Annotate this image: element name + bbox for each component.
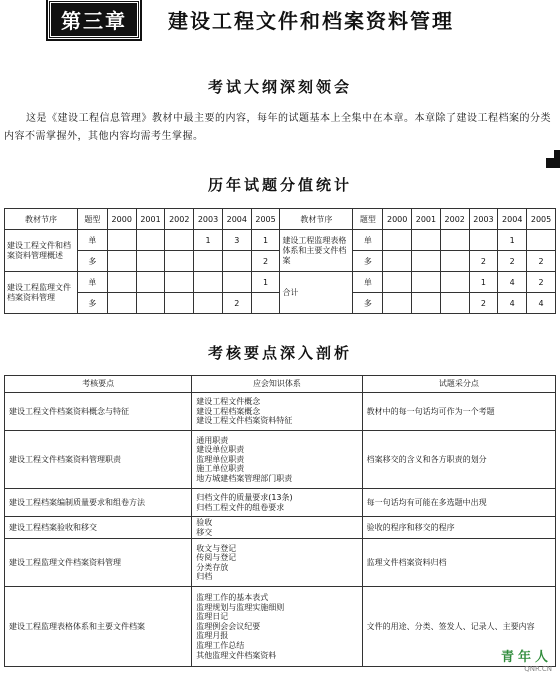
stats-header-cell: 教材节序 xyxy=(280,209,353,230)
stats-category-cell: 建设工程监理表格体系和主要文件档案 xyxy=(280,230,353,272)
stats-value-cell xyxy=(251,293,280,314)
stats-header-cell: 教材节序 xyxy=(5,209,78,230)
stats-row xyxy=(5,272,556,293)
stats-value-cell xyxy=(165,272,194,293)
stats-header-cell: 2005 xyxy=(251,209,280,230)
watermark-logo xyxy=(501,646,552,673)
analysis-knowledge-cell xyxy=(192,517,362,539)
analysis-knowledge-cell xyxy=(192,539,362,587)
knowledge-item: 监理单位职责 xyxy=(196,454,245,464)
analysis-row xyxy=(5,587,556,667)
knowledge-item: 施工单位职责 xyxy=(196,464,245,474)
analysis-row xyxy=(5,431,556,489)
edge-stripe xyxy=(546,158,560,168)
analysis-row xyxy=(5,517,556,539)
analysis-table xyxy=(4,375,556,667)
knowledge-item: 监理工作总结 xyxy=(196,641,245,651)
analysis-score-cell: 文件的用途、分类、签发人、记录人、主要内容 xyxy=(362,587,555,667)
stats-type-cell: 多 xyxy=(353,251,383,272)
stats-value-cell xyxy=(165,251,194,272)
stats-value-cell xyxy=(440,293,469,314)
stats-header-cell: 2003 xyxy=(194,209,223,230)
stats-value-cell: 2 xyxy=(222,293,251,314)
stats-row xyxy=(5,230,556,251)
stats-header-cell: 2003 xyxy=(469,209,498,230)
stats-value-cell xyxy=(165,230,194,251)
stats-value-cell: 3 xyxy=(222,230,251,251)
stats-value-cell xyxy=(440,272,469,293)
knowledge-item: 验收 xyxy=(196,518,213,527)
stats-value-cell xyxy=(222,251,251,272)
knowledge-item: 监理例会会议纪要 xyxy=(196,621,261,631)
stats-header-cell: 2005 xyxy=(527,209,556,230)
knowledge-item: 建设单位职责 xyxy=(196,445,245,455)
stats-value-cell: 2 xyxy=(469,293,498,314)
stats-value-cell xyxy=(383,272,412,293)
analysis-title: 考核要点深入剖析 xyxy=(207,344,352,362)
stats-value-cell: 2 xyxy=(469,251,498,272)
analysis-knowledge-cell xyxy=(192,489,362,517)
analysis-score-cell: 档案移交的含义和各方职责的划分 xyxy=(362,431,555,489)
stats-header-cell: 2001 xyxy=(136,209,165,230)
analysis-score-cell: 每一句话均有可能在多选题中出现 xyxy=(362,489,555,517)
knowledge-item: 监理日记 xyxy=(196,612,229,622)
knowledge-item: 分类存放 xyxy=(196,562,229,572)
analysis-header-row xyxy=(5,376,556,393)
stats-value-cell: 2 xyxy=(527,272,556,293)
knowledge-item: 建设工程文件档案资料特征 xyxy=(196,416,293,426)
knowledge-item: 地方城建档案管理部门职责 xyxy=(196,473,293,483)
stats-header-cell: 2004 xyxy=(498,209,527,230)
analysis-score-cell: 验收的程序和移交的程序 xyxy=(362,517,555,539)
knowledge-item: 归档文件的质量要求(13条) xyxy=(196,492,293,502)
stats-header-cell: 2002 xyxy=(440,209,469,230)
syllabus-text: 这是《建设工程信息管理》教材中最主要的内容，每年的试题基本上全集中在本章。本章除了建设工程档案的分类内容不需掌握外，其他内容均需考生掌握。 xyxy=(4,113,551,142)
knowledge-item: 其他监理文件档案资料 xyxy=(196,650,277,660)
analysis-score-cell: 监理文件档案资料归档 xyxy=(362,539,555,587)
knowledge-item: 监理月报 xyxy=(196,631,229,641)
stats-header-row xyxy=(5,209,556,230)
stats-header-cell: 题型 xyxy=(353,209,383,230)
stats-value-cell: 1 xyxy=(251,230,280,251)
stats-header-cell: 2002 xyxy=(165,209,194,230)
chapter-title: 建设工程文件和档案资料管理 xyxy=(168,8,454,33)
stats-type-cell: 多 xyxy=(77,251,107,272)
stats-value-cell: 1 xyxy=(194,230,223,251)
stats-title: 历年试题分值统计 xyxy=(207,176,352,194)
stats-value-cell xyxy=(412,272,441,293)
stats-value-cell xyxy=(383,293,412,314)
stats-type-cell: 单 xyxy=(353,272,383,293)
knowledge-item: 移交 xyxy=(196,527,213,537)
stats-value-cell xyxy=(194,293,223,314)
knowledge-item: 收文与登记 xyxy=(196,543,237,553)
stats-value-cell: 4 xyxy=(498,272,527,293)
stats-value-cell xyxy=(136,251,165,272)
stats-value-cell xyxy=(383,251,412,272)
stats-value-cell xyxy=(527,230,556,251)
stats-header-cell: 2001 xyxy=(412,209,441,230)
stats-type-cell: 多 xyxy=(77,293,107,314)
analysis-point-cell: 建设工程档案编制质量要求和组卷方法 xyxy=(5,489,192,517)
analysis-row xyxy=(5,489,556,517)
analysis-point-cell: 建设工程文件档案资料概念与特征 xyxy=(5,393,192,431)
knowledge-item: 归档工程文件的组卷要求 xyxy=(196,502,285,512)
stats-value-cell: 2 xyxy=(527,251,556,272)
stats-header-cell: 2000 xyxy=(383,209,412,230)
stats-table xyxy=(4,208,556,314)
stats-value-cell: 4 xyxy=(527,293,556,314)
stats-value-cell xyxy=(107,251,136,272)
analysis-row xyxy=(5,393,556,431)
stats-value-cell: 1 xyxy=(469,272,498,293)
watermark-sub: QNR.CN xyxy=(524,665,552,673)
stats-category-cell: 建设工程监理文件档案资料管理 xyxy=(5,272,78,314)
analysis-knowledge-cell xyxy=(192,393,362,431)
stats-value-cell: 1 xyxy=(498,230,527,251)
syllabus-title: 考试大纲深刻领会 xyxy=(207,78,352,96)
stats-value-cell xyxy=(383,230,412,251)
analysis-header-cell: 考核要点 xyxy=(5,376,192,393)
stats-value-cell xyxy=(440,251,469,272)
analysis-score-cell: 教材中的每一句话均可作为一个考题 xyxy=(362,393,555,431)
knowledge-item: 归档 xyxy=(196,572,213,582)
stats-value-cell xyxy=(107,230,136,251)
knowledge-item: 监理规划与监理实施细则 xyxy=(196,602,285,612)
stats-value-cell: 4 xyxy=(498,293,527,314)
knowledge-item: 建设工程档案概念 xyxy=(196,406,261,416)
stats-type-cell: 单 xyxy=(77,230,107,251)
chapter-badge: 第三章 xyxy=(48,0,140,39)
analysis-point-cell: 建设工程监理表格体系和主要文件档案 xyxy=(5,587,192,667)
stats-category-cell: 建设工程文件和档案资料管理概述 xyxy=(5,230,78,272)
analysis-point-cell: 建设工程文件档案资料管理职责 xyxy=(5,431,192,489)
stats-value-cell xyxy=(107,293,136,314)
knowledge-item: 通用职责 xyxy=(196,435,229,445)
stats-value-cell: 2 xyxy=(498,251,527,272)
knowledge-item: 传阅与登记 xyxy=(196,553,237,563)
analysis-header-cell: 试题采分点 xyxy=(362,376,555,393)
stats-value-cell xyxy=(412,230,441,251)
analysis-point-cell: 建设工程档案验收和移交 xyxy=(5,517,192,539)
stats-value-cell xyxy=(107,272,136,293)
stats-type-cell: 多 xyxy=(353,293,383,314)
knowledge-item: 建设工程文件概念 xyxy=(196,397,261,407)
watermark-main: 青年人 xyxy=(500,650,552,665)
stats-value-cell xyxy=(136,293,165,314)
stats-value-cell xyxy=(469,230,498,251)
chapter-header xyxy=(48,4,454,34)
knowledge-item: 监理工作的基本表式 xyxy=(196,593,269,603)
stats-value-cell xyxy=(165,293,194,314)
analysis-knowledge-cell xyxy=(192,431,362,489)
analysis-point-cell: 建设工程监理文件档案资料管理 xyxy=(5,539,192,587)
stats-type-cell: 单 xyxy=(77,272,107,293)
stats-value-cell xyxy=(136,272,165,293)
stats-value-cell: 2 xyxy=(251,251,280,272)
stats-value-cell xyxy=(412,251,441,272)
stats-header-cell: 2004 xyxy=(222,209,251,230)
analysis-header-cell: 应会知识体系 xyxy=(192,376,362,393)
stats-header-cell: 2000 xyxy=(107,209,136,230)
stats-value-cell: 1 xyxy=(251,272,280,293)
stats-type-cell: 单 xyxy=(353,230,383,251)
stats-value-cell xyxy=(194,251,223,272)
analysis-row xyxy=(5,539,556,587)
stats-value-cell xyxy=(194,272,223,293)
stats-value-cell xyxy=(412,293,441,314)
stats-category-cell: 合计 xyxy=(280,272,353,314)
stats-value-cell xyxy=(440,230,469,251)
stats-header-cell: 题型 xyxy=(77,209,107,230)
stats-value-cell xyxy=(222,272,251,293)
stats-value-cell xyxy=(136,230,165,251)
analysis-knowledge-cell xyxy=(192,587,362,667)
